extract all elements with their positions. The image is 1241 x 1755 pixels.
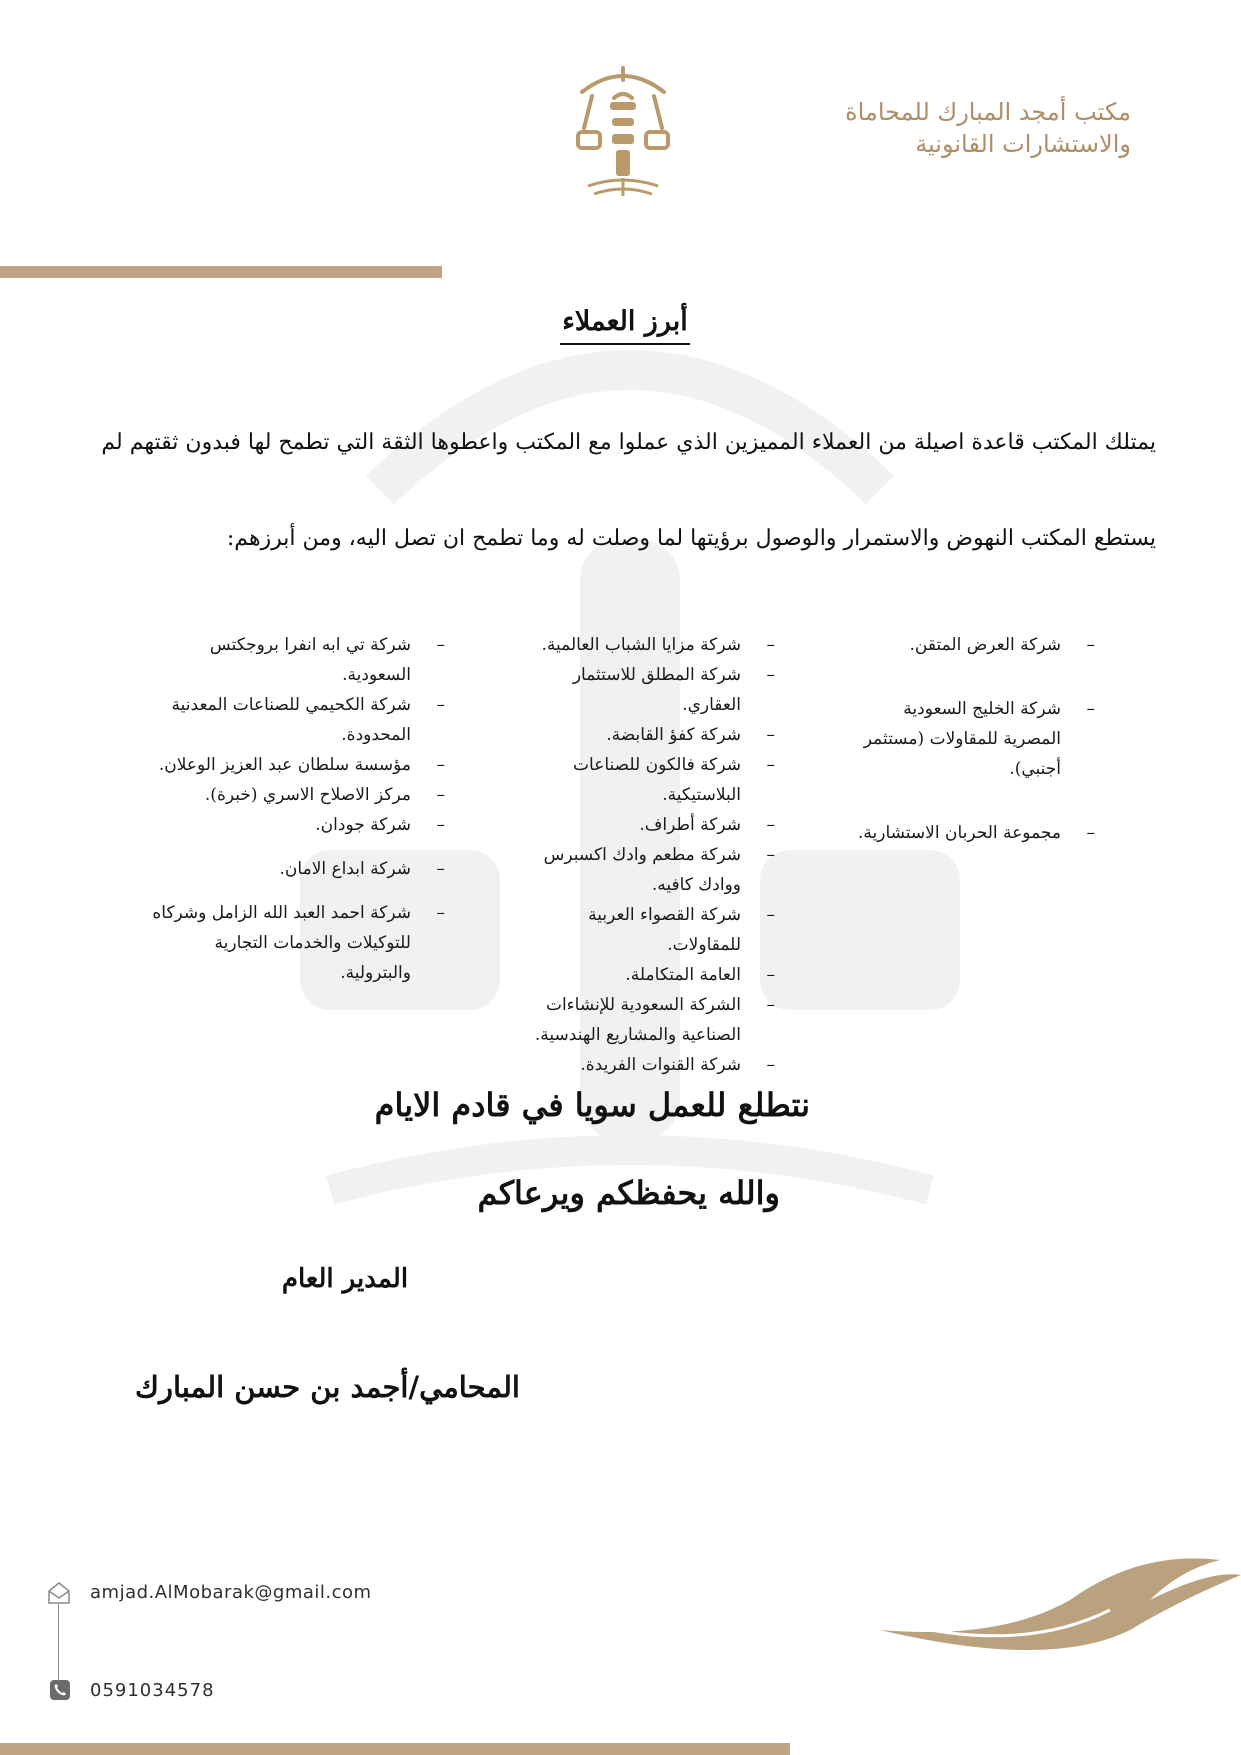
client-item: – العامة المتكاملة. — [521, 960, 781, 990]
client-item: – شركة احمد العبد الله الزامل وشركاه للتوكيلات والخدمات التجارية والبترولية. — [141, 898, 451, 988]
email-link[interactable]: amjad.AlMobarak@gmail.com — [90, 1582, 372, 1603]
phone-icon — [50, 1680, 70, 1700]
client-item: – شركة مزايا الشباب العالمية. — [521, 630, 781, 660]
client-item: – شركة الكحيمي للصناعات المعدنية المحدودة. — [141, 690, 451, 750]
clients-column-1 — [841, 630, 1101, 848]
contact-block — [44, 1580, 484, 1720]
client-item: – شركة تي ابه انفرا بروجكتس السعودية. — [141, 630, 451, 690]
client-item: – شركة فالكون للصناعات البلاستيكية. — [521, 750, 781, 810]
envelope-icon — [46, 1580, 72, 1606]
client-item: – شركة القصواء العربية للمقاولات. — [521, 900, 781, 960]
client-item: – شركة جودان. — [141, 810, 451, 840]
client-item: – شركة القنوات الفريدة. — [521, 1050, 781, 1080]
decorative-swoosh — [880, 1530, 1241, 1660]
client-item: – شركة أطراف. — [521, 810, 781, 840]
scales-of-justice-logo-icon — [572, 62, 674, 210]
closing-line-2: والله يحفظكم ويرعاكم — [477, 1174, 780, 1212]
client-item: – مركز الاصلاح الاسري (خبرة). — [141, 780, 451, 810]
phone-number[interactable]: 0591034578 — [90, 1680, 215, 1701]
closing-line-1: نتطلع للعمل سويا في قادم الايام — [374, 1086, 810, 1124]
client-item: – شركة كفؤ القابضة. — [521, 720, 781, 750]
office-name-line1: مكتب أمجد المبارك للمحاماة — [845, 98, 1131, 126]
office-name-line2: والاستشارات القانونية — [915, 130, 1131, 158]
page-title: أبرز العملاء — [560, 306, 690, 345]
footer-divider-bar — [0, 1743, 790, 1755]
intro-line-1: يمتلك المكتب قاعدة اصيلة من العملاء المميزين الذي عملوا مع المكتب واعطوها الثقة التي تطمح لها فبدون ثقتهم لم — [101, 430, 1156, 455]
signature-title: المدير العام — [281, 1264, 409, 1294]
intro-line-2: يستطع المكتب النهوض والاستمرار والوصول برؤيتها لما وصلت له وما تطمح ان تصل اليه، ومن أبرزهم: — [226, 526, 1156, 551]
office-name — [731, 96, 1131, 160]
client-item: – شركة ابداع الامان. — [141, 854, 451, 884]
client-item: – شركة العرض المتقن. — [841, 630, 1101, 660]
clients-column-2 — [521, 630, 781, 1080]
header-divider-bar — [0, 266, 442, 278]
client-item: – مؤسسة سلطان عبد العزيز الوعلان. — [141, 750, 451, 780]
client-item: – شركة الخليج السعودية المصرية للمقاولات (مستثمر أجنبي). — [841, 694, 1101, 784]
client-item: – الشركة السعودية للإنشاءات الصناعية والمشاريع الهندسية. — [521, 990, 781, 1050]
contact-divider-line — [58, 1604, 59, 1684]
client-item: – شركة مطعم وادك اكسبرس ووادك كافيه. — [521, 840, 781, 900]
client-item: – مجموعة الحربان الاستشارية. — [841, 818, 1101, 848]
clients-column-3 — [141, 630, 451, 988]
client-item: – شركة المطلق للاستثمار العقاري. — [521, 660, 781, 720]
signature-name: المحامي/أجمد بن حسن المبارك — [135, 1370, 520, 1404]
